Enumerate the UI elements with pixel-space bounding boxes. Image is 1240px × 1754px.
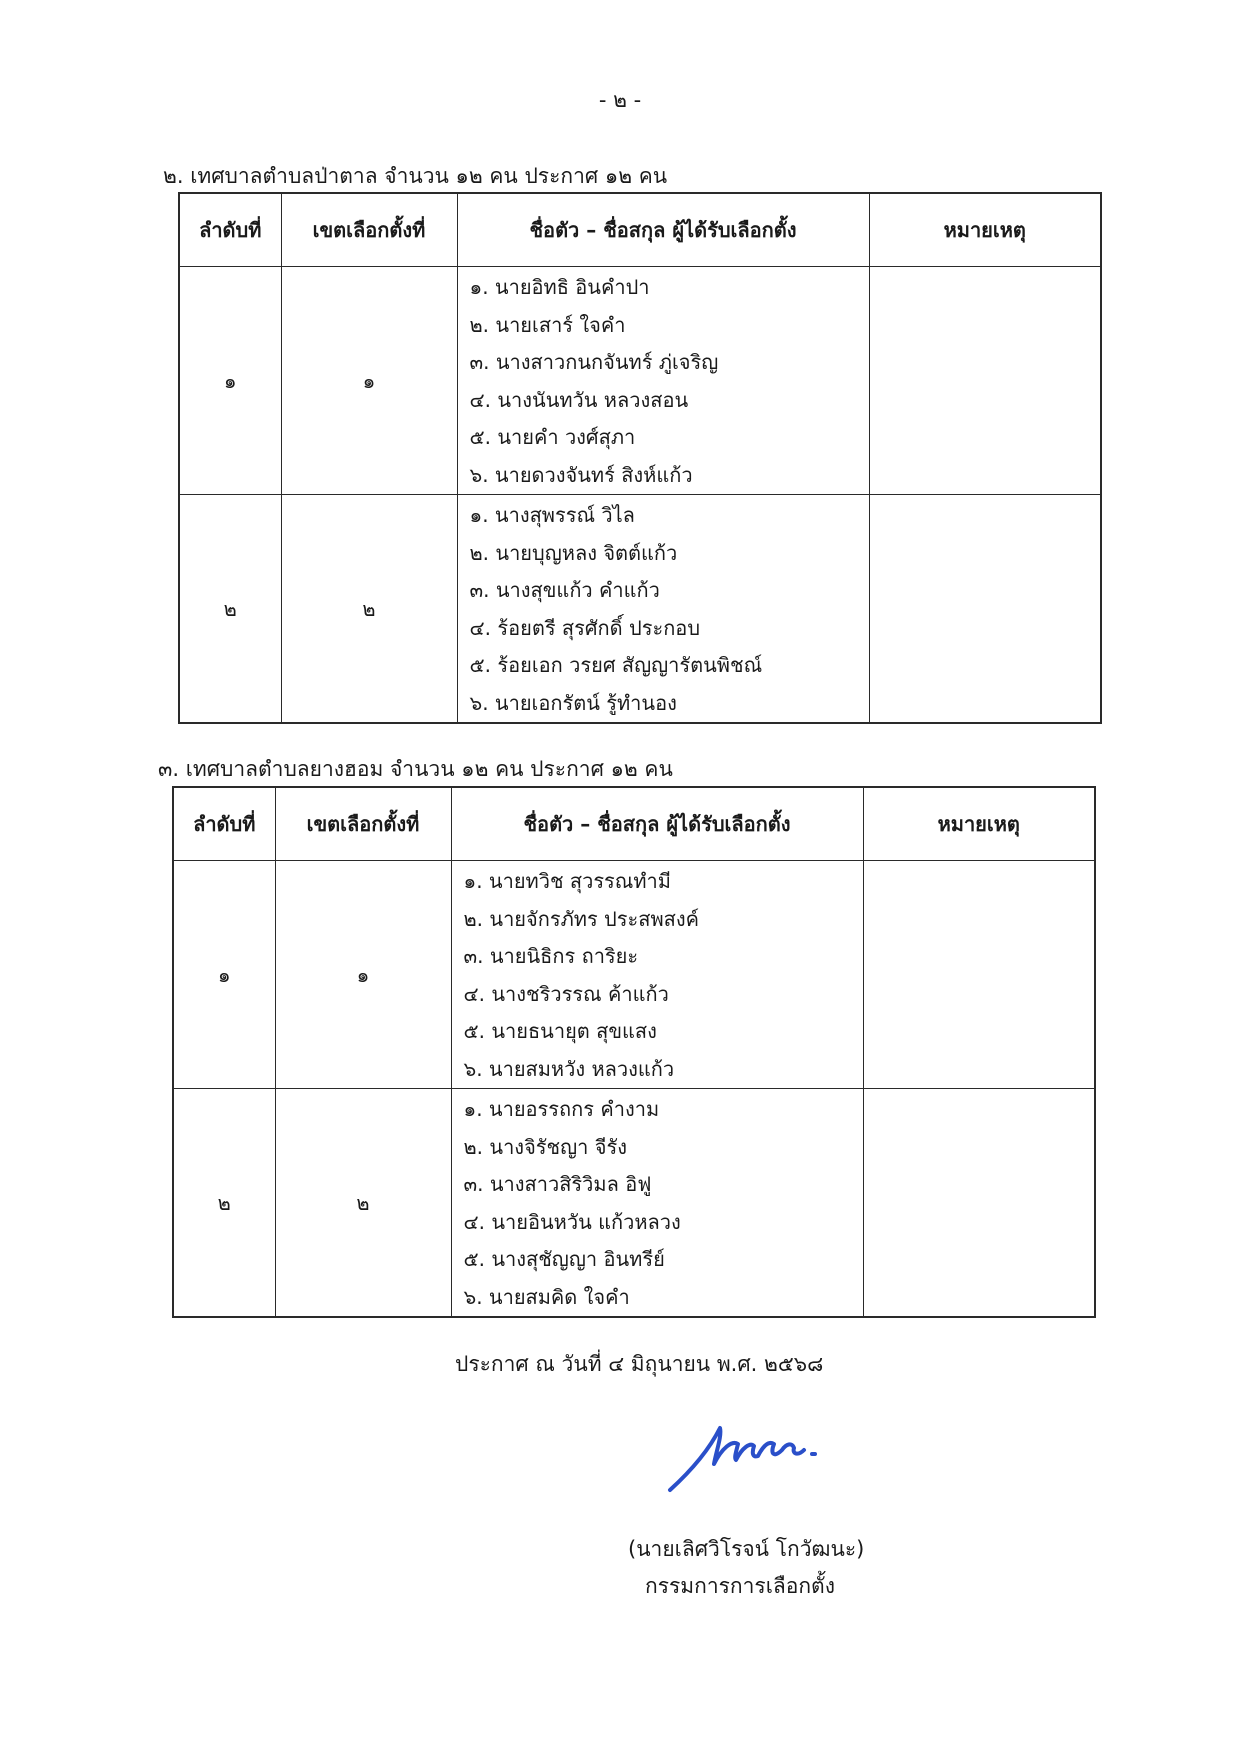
list-item: ๔. นายอินหวัน แก้วหลวง (463, 1209, 681, 1234)
section-title-yang-hom: ๓. เทศบาลตำบลยางฮอม จำนวน ๑๒ คน ประกาศ ๑๒ คน (158, 757, 673, 781)
list-item: ๑. นายอรรถกร คำงาม (463, 1097, 660, 1121)
header-names: ชื่อตัว – ชื่อสกุล ผู้ได้รับเลือกตั้ง (457, 193, 869, 267)
district-cell: ๑ (281, 267, 457, 495)
list-item: ๒. นายเสาร์ ใจคำ (469, 312, 626, 337)
signatory-title: กรรมการการเลือกตั้ง (645, 1574, 835, 1598)
list-item: ๒. นางจิรัชญา จีรัง (463, 1134, 627, 1159)
elected-list (458, 495, 869, 722)
list-item: ๖. นายดวงจันทร์ สิงห์แก้ว (469, 462, 693, 487)
names-cell (451, 1089, 863, 1318)
table-row (173, 1089, 1095, 1318)
list-item: ๕. นางสุชัญญา อินทรีย์ (463, 1247, 665, 1271)
section-title-pa-tan: ๒. เทศบาลตำบลป่าตาล จำนวน ๑๒ คน ประกาศ ๑๒ คน (163, 164, 668, 188)
remark-cell (863, 1089, 1095, 1318)
results-table-yang-hom (172, 786, 1096, 1318)
list-item: ๑. นางสุพรรณ์ วิไล (469, 503, 635, 527)
order-cell: ๑ (179, 267, 281, 495)
names-cell (457, 267, 869, 495)
list-item: ๕. นายคำ วงศ์สุภา (469, 425, 636, 449)
header-order: ลำดับที่ (173, 787, 275, 861)
remark-cell (863, 861, 1095, 1089)
table-header-row (179, 193, 1101, 267)
list-item: ๒. นายจักรภัทร ประสพสงค์ (463, 906, 699, 931)
header-names: ชื่อตัว – ชื่อสกุล ผู้ได้รับเลือกตั้ง (451, 787, 863, 861)
table-row (173, 861, 1095, 1089)
list-item: ๔. นางนันทวัน หลวงสอน (469, 387, 689, 412)
list-item: ๖. นายเอกรัตน์ รู้ทำนอง (469, 690, 677, 715)
table-row (179, 495, 1101, 724)
order-cell: ๒ (173, 1089, 275, 1318)
list-item: ๖. นายสมหวัง หลวงแก้ว (463, 1056, 675, 1081)
table-row (179, 267, 1101, 495)
elected-list (458, 267, 869, 494)
district-cell: ๒ (275, 1089, 451, 1318)
results-table-pa-tan (178, 192, 1102, 724)
signature-mark (662, 1418, 862, 1498)
order-cell: ๒ (179, 495, 281, 724)
list-item: ๑. นายอิทธิ อินคำปา (469, 275, 650, 299)
list-item: ๓. นางสุขแก้ว คำแก้ว (469, 578, 660, 602)
remark-cell (869, 267, 1101, 495)
header-order: ลำดับที่ (179, 193, 281, 267)
names-cell (457, 495, 869, 724)
header-remark: หมายเหตุ (869, 193, 1101, 267)
list-item: ๔. ร้อยตรี สุรศักดิ์ ประกอบ (469, 615, 701, 640)
remark-cell (869, 495, 1101, 724)
announcement-date: ประกาศ ณ วันที่ ๔ มิถุนายน พ.ศ. ๒๕๖๘ (455, 1352, 824, 1376)
list-item: ๓. นายนิธิกร ถาริยะ (463, 944, 639, 968)
elected-list (452, 1089, 863, 1316)
names-cell (451, 861, 863, 1089)
list-item: ๕. นายธนายุต สุขแสง (463, 1019, 657, 1043)
district-cell: ๑ (275, 861, 451, 1089)
list-item: ๓. นางสาวกนกจันทร์ ภู่เจริญ (469, 350, 719, 374)
page-number: - ๒ - (598, 88, 642, 112)
elected-list (452, 861, 863, 1088)
list-item: ๖. นายสมคิด ใจคำ (463, 1284, 630, 1309)
list-item: ๒. นายบุญหลง จิตต์แก้ว (469, 540, 678, 565)
list-item: ๓. นางสาวสิริวิมล อิฟู (463, 1172, 652, 1196)
list-item: ๑. นายทวิช สุวรรณทำมี (463, 869, 671, 893)
list-item: ๔. นางชริวรรณ ค้าแก้ว (463, 981, 669, 1006)
header-remark: หมายเหตุ (863, 787, 1095, 861)
header-district: เขตเลือกตั้งที่ (275, 787, 451, 861)
list-item: ๕. ร้อยเอก วรยศ สัญญารัตนพิชณ์ (469, 653, 763, 677)
header-district: เขตเลือกตั้งที่ (281, 193, 457, 267)
district-cell: ๒ (281, 495, 457, 724)
signatory-name: (นายเลิศวิโรจน์ โกวัฒนะ) (628, 1537, 865, 1561)
table-header-row (173, 787, 1095, 861)
order-cell: ๑ (173, 861, 275, 1089)
